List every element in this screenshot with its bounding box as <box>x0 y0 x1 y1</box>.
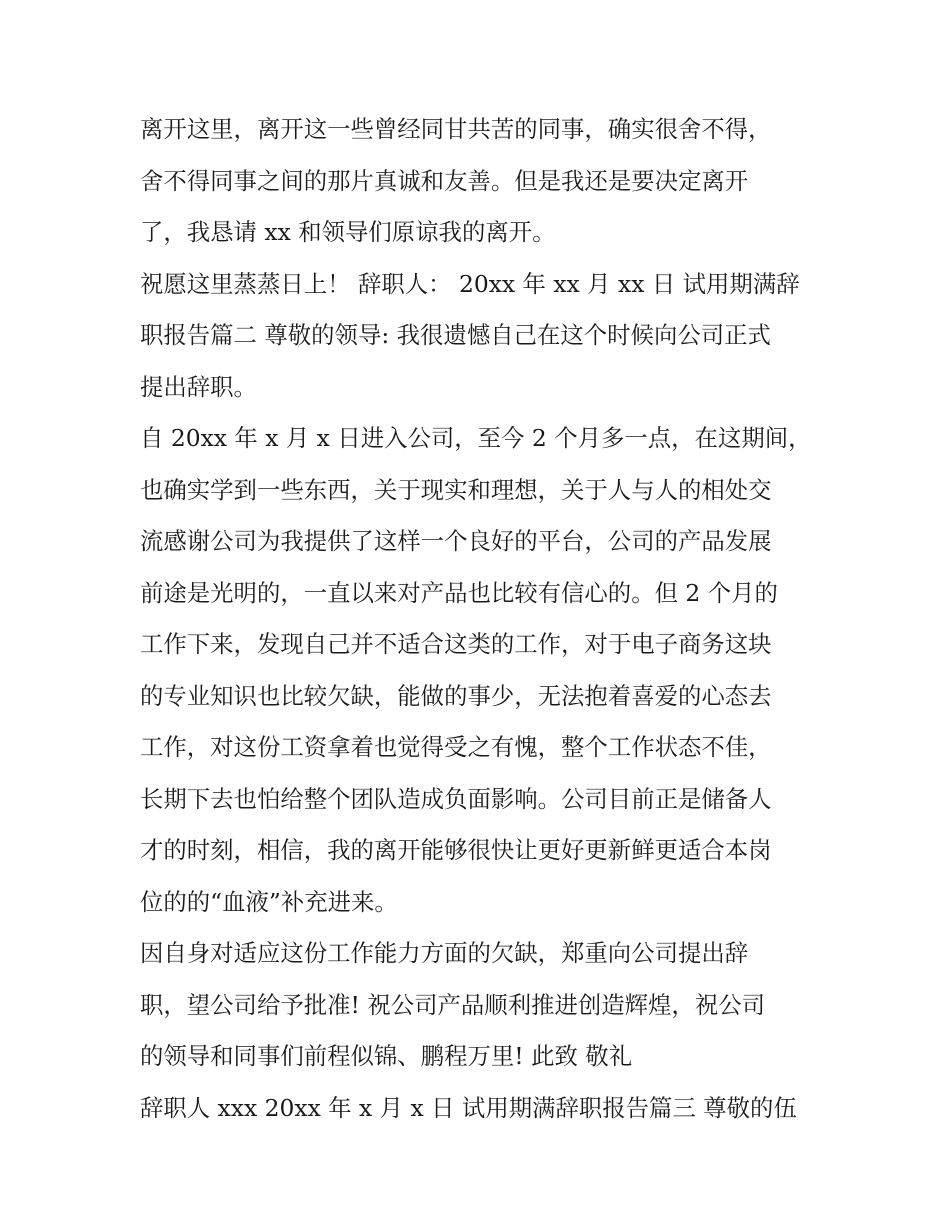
text-line-6: 提出辞职。 <box>140 372 257 401</box>
text-line-13: 工作，对这份工资拿着也觉得受之有愧，整个工作状态不佳， <box>140 733 772 761</box>
text-line-18: 职，望公司给予批准! 祝公司产品顺利推进创造辉煌，祝公司 <box>140 990 765 1019</box>
text-line-7: 自 20xx 年 x 月 x 日进入公司，至今 2 个月多一点，在这期间， <box>140 424 812 452</box>
text-line-2: 舍不得同事之间的那片真诚和友善。但是我还是要决定离开 <box>140 166 749 195</box>
text-line-12: 的专业知识也比较欠缺，能做的事少，无法抱着喜爱的心态去 <box>140 681 772 710</box>
text-line-4: 祝愿这里蒸蒸日上！ 辞职人： 20xx 年 xx 月 xx 日 试用期满辞 <box>140 269 800 298</box>
text-line-3: 了，我恳请 xx 和领导们原谅我的离开。 <box>140 218 556 246</box>
document-body <box>140 104 820 1134</box>
text-line-9: 流感谢公司为我提供了这样一个良好的平台，公司的产品发展 <box>140 527 772 555</box>
text-line-16: 位的的“血液”补充进来。 <box>140 887 398 916</box>
text-line-8: 也确实学到一些东西，关于现实和理想，关于人与人的相处交 <box>140 475 772 504</box>
text-line-20: 辞职人 xxx 20xx 年 x 月 x 日 试用期满辞职报告篇三 尊敬的伍 <box>140 1093 797 1122</box>
text-line-15: 才的时刻，相信，我的离开能够很快让更好更新鲜更适合本岗 <box>140 836 772 864</box>
text-line-14: 长期下去也怕给整个团队造成负面影响。公司目前正是储备人 <box>140 784 772 813</box>
text-line-1: 离开这里，离开这一些曾经同甘共苦的同事，确实很舍不得， <box>140 115 772 143</box>
text-line-11: 工作下来，发现自己并不适合这类的工作，对于电子商务这块 <box>140 630 772 658</box>
text-line-5: 职报告篇二 尊敬的领导: 我很遗憾自己在这个时候向公司正式 <box>140 321 771 349</box>
text-line-17: 因自身对适应这份工作能力方面的欠缺，郑重向公司提出辞 <box>140 939 749 967</box>
text-line-19: 的领导和同事们前程似锦、鹏程万里! 此致 敬礼 <box>140 1042 633 1070</box>
text-line-10: 前途是光明的，一直以来对产品也比较有信心的。但 2 个月的 <box>140 578 778 607</box>
